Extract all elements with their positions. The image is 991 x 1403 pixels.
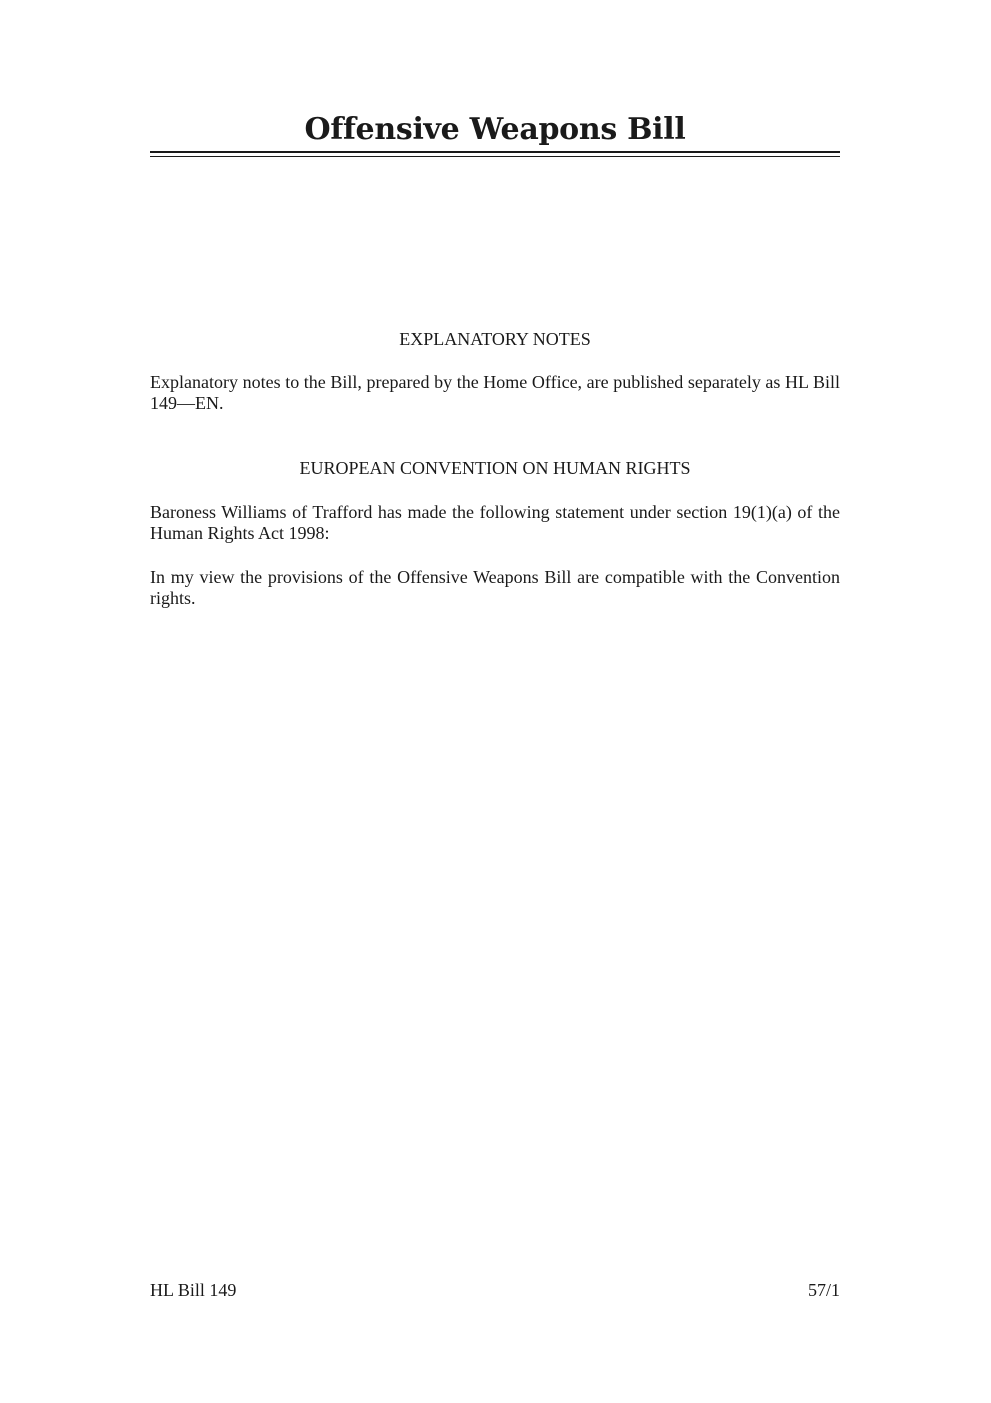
section-heading-explanatory-notes: EXPLANATORY NOTES: [399, 329, 591, 349]
title-rule-thin: [150, 156, 840, 157]
explanatory-notes-paragraph: Explanatory notes to the Bill, prepared by the Home Office, are published separately as HL Bill 149—EN.: [150, 372, 840, 413]
section-heading-echr: EUROPEAN CONVENTION ON HUMAN RIGHTS: [299, 458, 691, 478]
title-rule-thick: [150, 151, 840, 153]
footer-bill-number: HL Bill 149: [150, 1280, 237, 1300]
footer-print-reference: 57/1: [807, 1280, 840, 1300]
page-title: Offensive Weapons Bill: [304, 112, 686, 147]
echr-compatibility-paragraph: In my view the provisions of the Offensive Weapons Bill are compatible with the Convention rights.: [150, 567, 840, 608]
echr-statement-paragraph: Baroness Williams of Trafford has made the following statement under section 19(1)(a) of the Human Rights Act 1998:: [150, 502, 840, 543]
